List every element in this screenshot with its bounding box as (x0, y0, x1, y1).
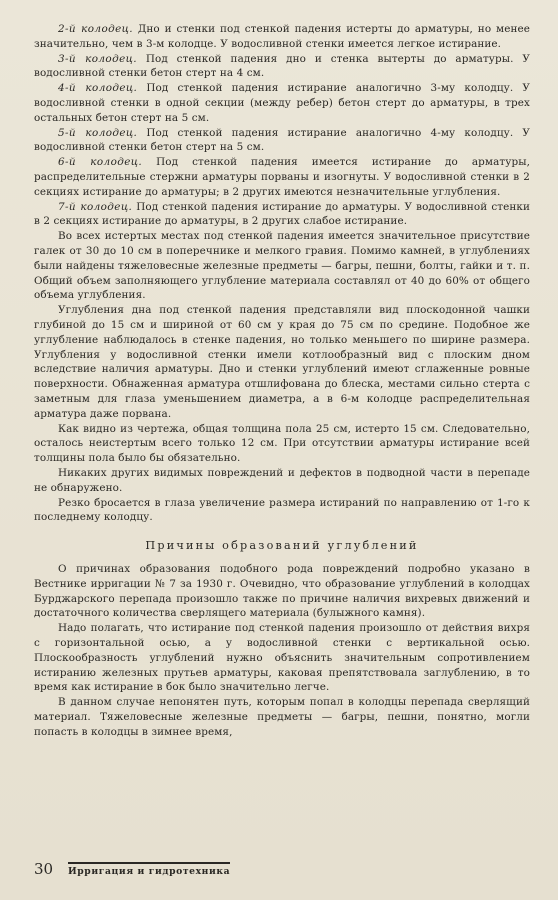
well-label: 5-й колодец. (58, 126, 138, 139)
paragraph-no-defects: Никаких других видимых повреждений и дефектов в подводной части в перепаде не обнаружено. (34, 466, 530, 494)
well-label: 7-й колодец. (58, 200, 133, 213)
well-label: 6-й колодец. (58, 156, 143, 169)
paragraph-thickness: Как видно из чертежа, общая толщина пола 25 см, истерто 15 см. Следовательно, осталось неистертым всего только 12 см. При отсутствии арматуры истирание всей толщины пола было бы обязательно. (34, 422, 530, 465)
paragraph-text: Под стенкой падения истирание до арматуры. У водосливной стенки в 2 секциях истирание до арматуры, в 2 других слабое истирание. (34, 200, 530, 228)
paragraph-text: Под стенкой падения имеется истирание до арматуры, распределительные стержни арматуры порваны и изогнуты. У водосливной стенки в 2 секциях истирание до арматуры; в 2 других имеются незначительные углубления. (34, 156, 530, 198)
journal-title: Ирригация и гидротехника (68, 862, 230, 877)
well-label: 2-й колодец. (58, 23, 133, 35)
paragraph-vortex: Надо полагать, что истирание под стенкой падения произошло от действия вихря с горизонтальной осью, а у водосливной стенки с вертикальной осью. Плоскообразность углублений нужно объяснить значительным сопротивлением истиранию железных прутьев арматуры, каковая препятствовала заглублению, в то время как истирание в бок было значительно легче. (34, 622, 530, 694)
paragraph-text: Под стенкой падения истирание аналогично 4-му колодцу. У водосливной стенки бетон стерт на 5 см. (34, 126, 531, 154)
section-heading: Причины образований углублений (145, 539, 419, 553)
paragraph-shape: Углубления дна под стенкой падения представляли вид плоскодонной чашки глубиной до 15 см и шириной от 60 см у края до 75 см по средине. Подобное же углубление наблюдалось в стенке падения, но только меньшего по ширине размера. Углубления у водосливной стенки имели котлообразный вид с плоским дном вследствие наличия арматуры. Дно и стенки углублений имеют сглаженные ровные поверхности. Обнаженная арматура отшлифована до блеска, местами сильно стерта с заметным для глаза уменьшением диаметра, а в 6-м колодце распределительная арматура даже порвана. (34, 304, 530, 420)
paragraph-well-7 (34, 200, 530, 230)
paragraph-increase: Резко бросается в глаза увеличение размера истираний по направлению от 1-го к последнему колодцу. (34, 496, 530, 524)
paragraph-well-5 (34, 126, 530, 156)
paragraph-deposits: Во всех истертых местах под стенкой падения имеется значительное присутствие галек от 30 до 10 см в поперечнике и мелкого гравия. Помимо камней, в углублениях были найдены тяжеловесные железные предметы — багры, пешни, болты, гайки и т. п. Общий объем заполняющего углубление материала составлял от 40 до 60% от общего объема углубления. (34, 230, 530, 302)
well-label: 4-й колодец. (58, 82, 138, 95)
paragraph-well-6 (34, 155, 530, 199)
paragraph-text: Дно и стенки под стенкой падения истерты до арматуры, но менее значительно, чем в 3-м колодце. У водосливной стенки имеется легкое истирание. (34, 23, 530, 50)
body-text (34, 22, 530, 740)
page-number: 30 (34, 860, 54, 878)
paragraph-text: Под стенкой падения истирание аналогично 3-му колодцу. У водосливной стенки в одной секции (между ребер) бетон стерт до арматуры, в трех остальных бетон стерт на 5 см. (34, 82, 531, 124)
paragraph-well-4 (34, 81, 530, 125)
page-footer (34, 860, 530, 878)
paragraph-path: В данном случае непонятен путь, которым попал в колодцы перепада сверлящий материал. Тяжеловесные железные предметы — багры, пешни, понятно, могли попасть в колодцы в зимнее время, (34, 696, 530, 738)
paragraph-causes: О причинах образования подобного рода повреждений подробно указано в Вестнике ирригации № 7 за 1930 г. Очевидно, что образование углублений в колодцах Бурджарского перепада произошло также по причине наличия вихревых движений и достаточного количества сверлящего материала (булыжного камня). (34, 563, 530, 620)
paragraph-text: Под стенкой падения дно и стенка вытерты до арматуры. У водосливной стенки бетон стерт на 4 см. (34, 52, 530, 80)
paragraph-well-3 (34, 52, 530, 82)
well-label: 3-й колодец. (58, 52, 137, 65)
paragraph-well-2 (34, 22, 530, 52)
